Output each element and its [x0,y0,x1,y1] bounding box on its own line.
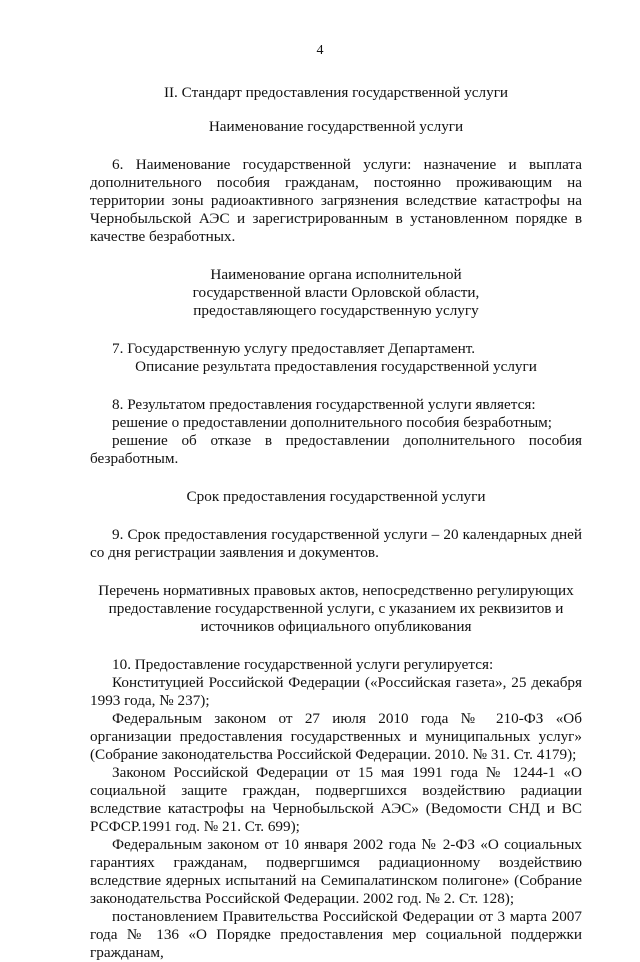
heading-org-line-1: Наименование органа исполнительной [210,266,462,283]
heading-acts-line-3: источников официального опубликования [200,618,472,635]
heading-service-name: Наименование государственной услуги [208,118,464,135]
paragraph-10-law-210: Федеральным законом от 27 июля 2010 года № 210-ФЗ «Об организации предоставления государственных и муниципальных услуг» (Собрание законодательства Российской Федерации. 2010. № 31. Ст. 4179); [90,710,582,763]
page-number: 4 [316,43,324,58]
paragraph-8-item-2: решение об отказе в предоставлении дополнительного пособия безработным. [90,432,582,467]
paragraph-10-constitution: Конституцией Российской Федерации («Российская газета», 25 декабря 1993 года, № 237); [90,674,582,709]
paragraph-10-resolution-136: постановлением Правительства Российской Федерации от 3 марта 2007 года № 136 «О Порядке предоставления мер социальной поддержки гражданам, [90,908,582,961]
heading-org-line-2: государственной власти Орловской области, [192,284,480,301]
paragraph-8-item-1: решение о предоставлении дополнительного пособия безработным; [112,414,552,431]
paragraph-7: 7. Государственную услугу предоставляет Департамент. [112,340,476,357]
heading-acts-line-1: Перечень нормативных правовых актов, непосредственно регулирующих [98,582,574,599]
heading-result: Описание результата предоставления государственной услуги [135,358,537,375]
paragraph-10-law-1244: Законом Российской Федерации от 15 мая 1991 года № 1244-1 «О социальной защите граждан, подвергшихся воздействию радиации вследствие катастрофы на Чернобыльской АЭС» (Ведомости СНД и ВС РСФСР.1991 год. № 21. Ст. 699); [90,764,582,835]
paragraph-6: 6. Наименование государственной услуги: назначение и выплата дополнительного пособия гражданам, постоянно проживающим на территории зоны радиоактивного загрязнения вследствие катастрофы на Чернобыльской АЭС и зарегистрированным в установленном порядке в качестве безработных. [90,156,582,245]
document-body [90,84,582,962]
paragraph-10-law-2: Федеральным законом от 10 января 2002 года № 2-ФЗ «О социальных гарантиях гражданам, подвергшимся радиационному воздействию вследствие ядерных испытаний на Семипалатинском полигоне» (Собрание законодательства Российской Федерации. 2002 год. № 2. Ст. 128); [90,836,582,907]
paragraph-9: 9. Срок предоставления государственной услуги – 20 календарных дней со дня регистрации заявления и документов. [90,526,582,561]
heading-term: Срок предоставления государственной услуги [186,488,486,505]
section-title: II. Стандарт предоставления государственной услуги [163,84,509,101]
heading-acts-line-2: предоставление государственной услуги, с указанием их реквизитов и [108,600,564,617]
heading-org-line-3: предоставляющего государственную услугу [193,302,479,319]
paragraph-8: 8. Результатом предоставления государственной услуги является: [112,396,536,413]
paragraph-10: 10. Предоставление государственной услуги регулируется: [112,656,494,673]
